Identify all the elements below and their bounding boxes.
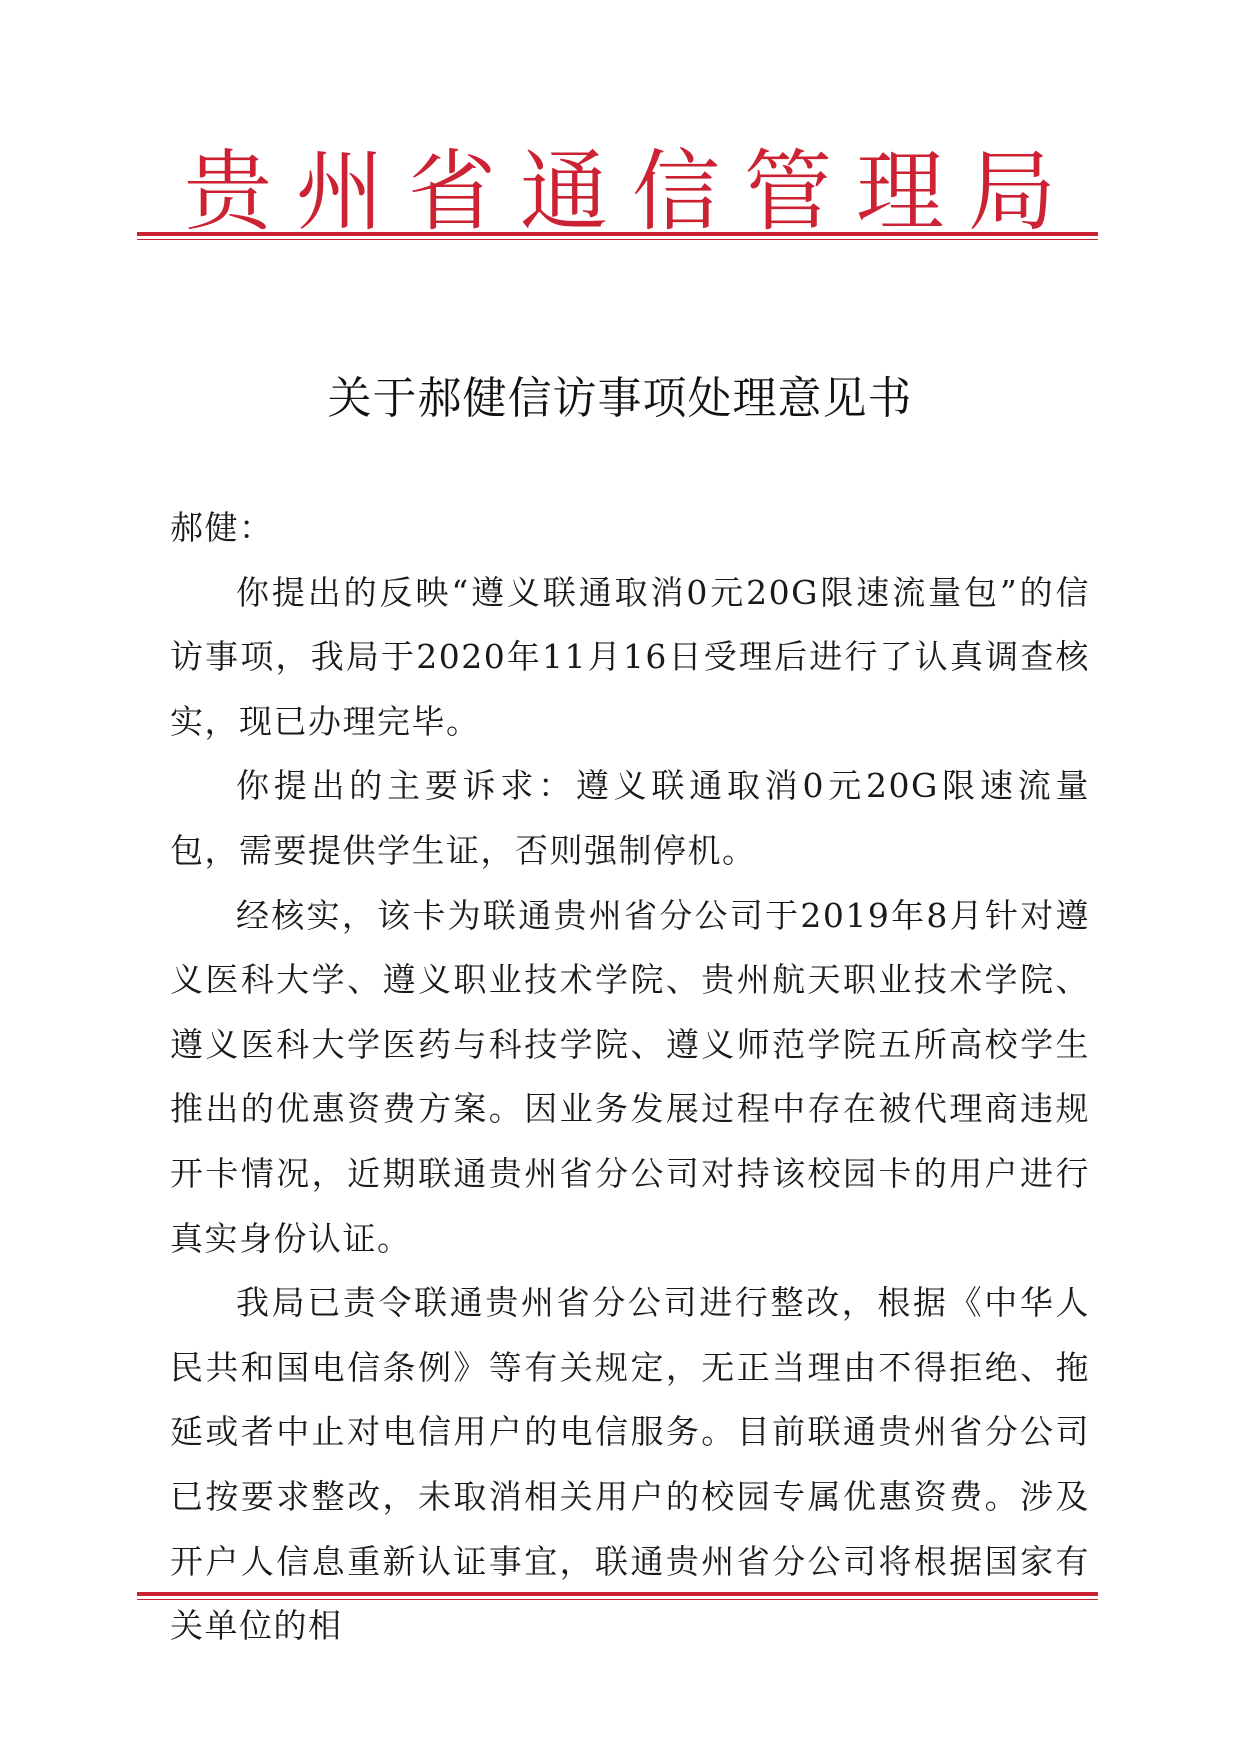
footer-divider <box>137 1592 1098 1600</box>
footer-divider-thin <box>137 1599 1098 1600</box>
paragraph-3: 经核实，该卡为联通贵州省分公司于2019年8月针对遵义医科大学、遵义职业技术学院、贵州航天职业技术学院、遵义医科大学医药与科技学院、遵义师范学院五所高校学生推出的优惠资费方案。因业务发展过程中存在被代理商违规开卡情况，近期联通贵州省分公司对持该校园卡的用户进行真实身份认证。 <box>170 895 1090 1258</box>
paragraph-2: 你提出的主要诉求：遵义联通取消0元20G限速流量包，需要提供学生证，否则强制停机。 <box>170 766 1090 870</box>
paragraph-1: 你提出的反映“遵义联通取消0元20G限速流量包”的信访事项，我局于2020年11月16日受理后进行了认真调查核实，现已办理完毕。 <box>170 572 1090 741</box>
letterhead-divider <box>137 232 1098 240</box>
document-title: 关于郝健信访事项处理意见书 <box>327 373 913 424</box>
letterhead-org-name: 贵州省通信管理局 <box>183 140 1080 243</box>
salutation: 郝健： <box>170 508 274 547</box>
letterhead-divider-thin <box>137 239 1098 240</box>
document-body <box>170 496 1090 1659</box>
paragraph-4: 我局已责令联通贵州省分公司进行整改，根据《中华人民共和国电信条例》等有关规定，无正当理由不得拒绝、拖延或者中止对电信用户的电信服务。目前联通贵州省分公司已按要求整改，未取消相关用户的校园专属优惠资费。涉及开户人信息重新认证事宜，联通贵州省分公司将根据国家有关单位的相 <box>170 1283 1090 1646</box>
